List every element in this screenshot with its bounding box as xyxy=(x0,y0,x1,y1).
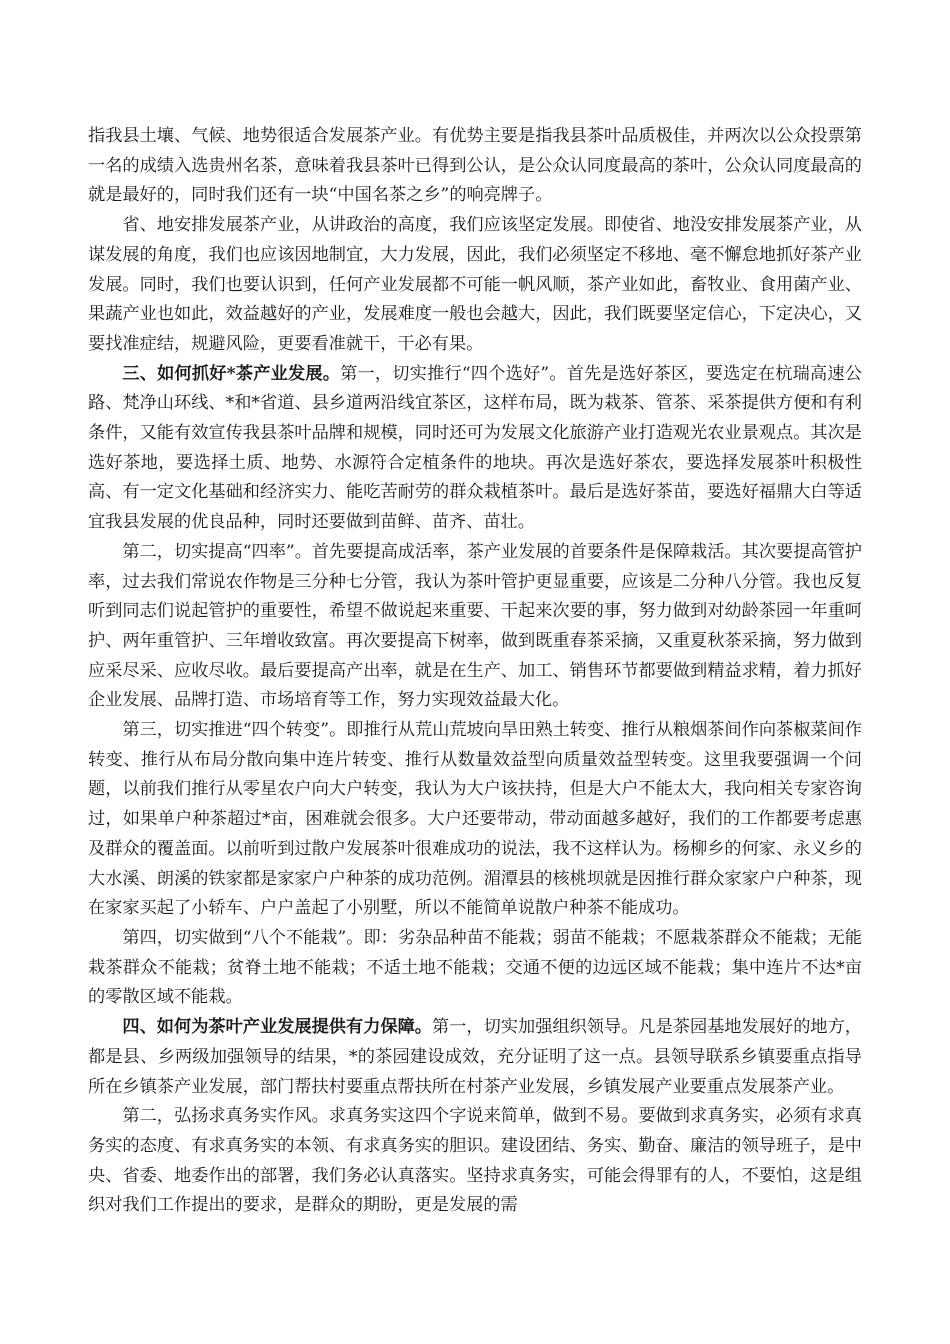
paragraph-text: 第一，切实加强组织领导。凡是茶园基地发展好的地方，都是县、乡两级加强领导的结果，*的茶园建设成效，充分证明了这一点。县领导联系乡镇要重点指导所在乡镇茶产业发展，部门帮扶村要重点帮扶所在村茶产业发展，乡镇发展产业要重点发展茶产业。 xyxy=(88,1017,862,1097)
paragraph-text: 第一，切实推行“四个选好”。首先是选好茶区，要选定在杭瑞高速公路、梵净山环线、*和*省道、县乡道两沿线宜茶区，这样布局，既为栽茶、管茶、采茶提供方便和有利条件，又能有效宣传我县茶叶品牌和规模，同时还可为发展文化旅游产业打造观光农业景观点。其次是选好茶地，要选择土质、地势、水源符合定植条件的地块。再次是选好茶农，要选择发展茶叶积极性高、有一定文化基础和经济实力、能吃苦耐劳的群众栽植茶叶。最后是选好茶苗，要选好福鼎大白等适宜我县发展的优良品种，同时还要做到苗鲜、苗齐、苗壮。 xyxy=(88,363,862,533)
paragraph-text: 第二，弘扬求真务实作风。求真务实这四个字说来简单，做到不易。要做到求真务实，必须有求真务实的态度、有求真务实的本领、有求真务实的胆识。建设团结、务实、勤奋、廉洁的领导班子，是中央、省委、地委作出的部署，我们务必认真落实。坚持求真务实，可能会得罪有的人，不要怕，这是组织对我们工作提出的要求，是群众的期盼，更是发展的需 xyxy=(88,1106,862,1216)
document-page xyxy=(88,122,862,1221)
paragraph-5 xyxy=(88,716,862,924)
section-heading-4: 四、如何为茶叶产业发展提供有力保障。 xyxy=(122,1017,432,1038)
paragraph-text: 省、地安排发展茶产业，从讲政治的高度，我们应该坚定发展。即使省、地没安排发展茶产业，从谋发展的角度，我们也应该因地制宜，大力发展，因此，我们必须坚定不移地、毫不懈怠地抓好茶产业发展。同时，我们也要认识到，任何产业发展都不可能一帆风顺，茶产业如此，畜牧业、食用菌产业、果蔬产业也如此，效益越好的产业，发展难度一般也会越大，因此，我们既要坚定信心，下定决心，又要找准症结，规避风险，更要看准就干，干必有果。 xyxy=(88,215,862,354)
paragraph-text: 指我县土壤、气候、地势很适合发展茶产业。有优势主要是指我县茶叶品质极佳，并两次以公众投票第一名的成绩入选贵州名茶，意味着我县茶叶已得到公认，是公众认同度最高的茶叶，公众认同度最高的就是最好的，同时我们还有一块“中国名茶之乡”的响亮牌子。 xyxy=(88,126,862,206)
paragraph-text: 第三，切实推进“四个转变”。即推行从荒山荒坡向旱田熟土转变、推行从粮烟茶间作向茶椒菜间作转变、推行从布局分散向集中连片转变、推行从数量效益型向质量效益型转变。这里我要强调一个问题，以前我们推行从零星农户向大户转变，我认为大户该扶持，但是大户不能太大，我向相关专家咨询过，如果单户种茶超过*亩，困难就会很多。大户还要带动，带动面越多越好，我们的工作都要考虑惠及群众的覆盖面。以前听到过散户发展茶叶很难成功的说法，我不这样认为。杨柳乡的何家、永义乡的大水溪、朗溪的铁家都是家家户户种茶的成功范例。湄潭县的核桃坝就是因推行群众家家户户种茶，现在家家买起了小轿车、户户盖起了小别墅，所以不能简单说散户种茶不能成功。 xyxy=(88,720,862,919)
paragraph-4 xyxy=(88,538,862,716)
paragraph-text: 第四，切实做到“八个不能栽”。即：劣杂品种苗不能栽；弱苗不能栽；不愿栽茶群众不能栽；无能栽茶群众不能栽；贫脊土地不能栽；不适土地不能栽；交通不便的边远区域不能栽；集中连片不达*亩的零散区域不能栽。 xyxy=(88,927,862,1008)
paragraph-6 xyxy=(88,924,862,1013)
paragraph-8 xyxy=(88,1102,862,1221)
section-heading-3: 三、如何抓好*茶产业发展。 xyxy=(122,363,341,384)
paragraph-text: 第二，切实提高“四率”。首先要提高成活率，茶产业发展的首要条件是保障栽活。其次要提高管护率，过去我们常说农作物是三分种七分管，我认为茶叶管护更显重要，应该是二分种八分管。我也反复听到同志们说起管护的重要性，希望不做说起来重要、干起来次要的事，努力做到对幼龄茶园一年重呵护、两年重管护、三年增收致富。再次要提高下树率，做到既重春茶采摘，又重夏秋茶采摘，努力做到应采尽采、应收尽收。最后要提高产出率，就是在生产、加工、销售环节都要做到精益求精，着力抓好企业发展、品牌打造、市场培育等工作，努力实现效益最大化。 xyxy=(88,541,862,711)
paragraph-section-3 xyxy=(88,360,862,538)
paragraph-section-4 xyxy=(88,1013,862,1102)
paragraph-1-continuation xyxy=(88,122,862,211)
paragraph-2 xyxy=(88,211,862,360)
